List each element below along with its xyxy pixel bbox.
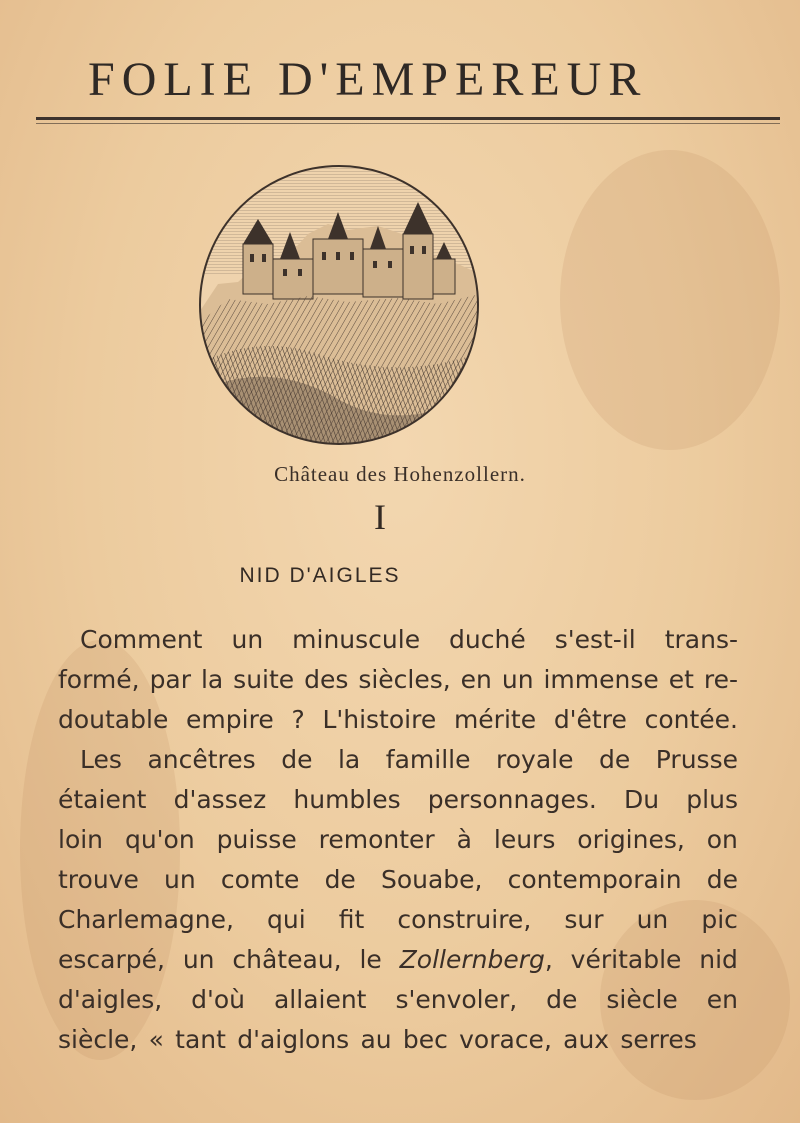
page-title: FOLIE D'EMPEREUR bbox=[88, 53, 648, 106]
word: d'aiglons bbox=[237, 1025, 350, 1054]
word: de bbox=[546, 985, 578, 1014]
body-text bbox=[58, 620, 738, 1060]
word: immense bbox=[543, 665, 659, 694]
word: fit bbox=[338, 905, 365, 934]
word: contée. bbox=[644, 705, 738, 734]
word: le bbox=[359, 945, 382, 974]
text-line bbox=[58, 780, 738, 820]
word: plus bbox=[686, 785, 738, 814]
text-line bbox=[58, 1020, 738, 1060]
word: un bbox=[501, 665, 534, 694]
word: royale bbox=[496, 745, 574, 774]
figure-caption: Château des Hohenzollern. bbox=[274, 462, 526, 486]
word: pic bbox=[701, 905, 738, 934]
word: personnages. bbox=[427, 785, 597, 814]
text-line bbox=[58, 700, 738, 740]
word: un bbox=[231, 625, 264, 654]
header-rule bbox=[36, 117, 780, 120]
word: des bbox=[304, 665, 349, 694]
word: Du bbox=[624, 785, 660, 814]
word: de bbox=[599, 745, 631, 774]
word: la bbox=[337, 745, 361, 774]
word: remonter bbox=[318, 825, 435, 854]
text-line bbox=[58, 860, 738, 900]
word: doutable bbox=[58, 705, 169, 734]
word: empire bbox=[186, 705, 274, 734]
word: serres bbox=[620, 1025, 697, 1054]
word: en bbox=[460, 665, 492, 694]
word: d'où bbox=[191, 985, 246, 1014]
word: L'histoire bbox=[322, 705, 437, 734]
word: s'est-il bbox=[554, 625, 636, 654]
word: escarpé, bbox=[58, 945, 165, 974]
word: étaient bbox=[58, 785, 147, 814]
word: qui bbox=[267, 905, 306, 934]
header-rule-thin bbox=[36, 123, 780, 124]
word: formé, bbox=[58, 665, 140, 694]
word: de bbox=[324, 865, 356, 894]
word: château, bbox=[232, 945, 342, 974]
word: en bbox=[706, 985, 738, 1014]
word: et bbox=[668, 665, 694, 694]
word: d'être bbox=[553, 705, 627, 734]
word: trouve bbox=[58, 865, 139, 894]
word: tant bbox=[175, 1025, 226, 1054]
word: on bbox=[706, 825, 738, 854]
word: famille bbox=[385, 745, 471, 774]
word: minuscule bbox=[292, 625, 421, 654]
word: bec bbox=[402, 1025, 448, 1054]
castle-illustration bbox=[198, 164, 480, 446]
word: de bbox=[706, 865, 738, 894]
word: ancêtres bbox=[147, 745, 256, 774]
word: construire, bbox=[397, 905, 532, 934]
word: s'envoler, bbox=[395, 985, 518, 1014]
word: re- bbox=[703, 665, 738, 694]
word: au bbox=[360, 1025, 392, 1054]
word: Les bbox=[80, 745, 122, 774]
text-line bbox=[80, 620, 738, 660]
word: la bbox=[200, 665, 224, 694]
word: d'aigles, bbox=[58, 985, 163, 1014]
word: loin bbox=[58, 825, 104, 854]
text-line bbox=[58, 980, 738, 1020]
word: par bbox=[149, 665, 192, 694]
word: siècle bbox=[606, 985, 678, 1014]
word: mérite bbox=[453, 705, 537, 734]
word: vorace, bbox=[459, 1025, 552, 1054]
word: Comment bbox=[80, 625, 203, 654]
word: humbles bbox=[293, 785, 401, 814]
word: duché bbox=[449, 625, 526, 654]
word: aux bbox=[563, 1025, 610, 1054]
word: Zollernberg, bbox=[399, 945, 553, 974]
word: un bbox=[636, 905, 669, 934]
word: trans- bbox=[664, 625, 738, 654]
word: origines, bbox=[577, 825, 685, 854]
word: Prusse bbox=[655, 745, 738, 774]
chapter-number: I bbox=[374, 497, 386, 537]
word: qu'on bbox=[124, 825, 195, 854]
word: allaient bbox=[273, 985, 367, 1014]
word: siècle, bbox=[58, 1025, 138, 1054]
word: leurs bbox=[493, 825, 556, 854]
word: d'assez bbox=[173, 785, 267, 814]
word: puisse bbox=[216, 825, 297, 854]
text-line bbox=[58, 900, 738, 940]
word: Charlemagne, bbox=[58, 905, 234, 934]
word: suite bbox=[233, 665, 295, 694]
word: siècles, bbox=[358, 665, 451, 694]
paper-stain bbox=[560, 150, 780, 450]
word: un bbox=[164, 865, 196, 894]
word: nid bbox=[699, 945, 738, 974]
word: véritable bbox=[570, 945, 682, 974]
word: sur bbox=[564, 905, 604, 934]
word: Souabe, bbox=[380, 865, 483, 894]
word: un bbox=[182, 945, 215, 974]
word: ? bbox=[291, 705, 305, 734]
text-line bbox=[58, 820, 738, 860]
text-line bbox=[58, 660, 738, 700]
chapter-title: NID D'AIGLES bbox=[239, 564, 401, 587]
text-line bbox=[80, 740, 738, 780]
word: « bbox=[148, 1025, 164, 1054]
word: de bbox=[281, 745, 313, 774]
text-line bbox=[58, 940, 738, 980]
word: comte bbox=[220, 865, 300, 894]
word: contemporain bbox=[507, 865, 682, 894]
word: à bbox=[456, 825, 472, 854]
